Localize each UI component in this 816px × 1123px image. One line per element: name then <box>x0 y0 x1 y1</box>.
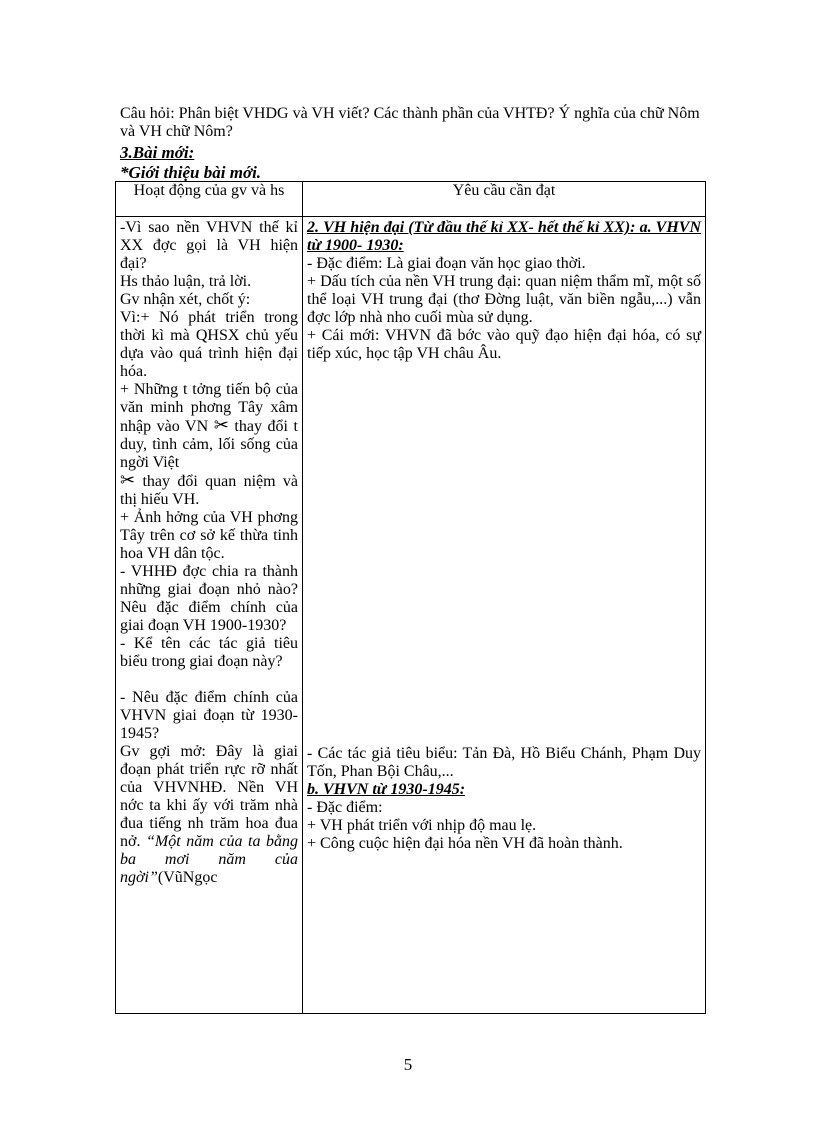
requirements-cell <box>303 217 706 1014</box>
section-b-block <box>307 745 701 853</box>
activities-cell <box>116 217 303 1014</box>
section-b-title: b. VHVN từ 1930-1945: <box>307 781 466 798</box>
requirement-line: - Đặc điểm: <box>307 799 383 816</box>
activity-line: Gv nhận xét, chốt ý: <box>120 291 251 308</box>
requirement-line: + Dấu tích của nền VH trung đại: quan niệm thẩm mĩ, một số thể loại VH trung đại (thơ Đờng luật, văn biền ngẫu,...) vẫn đợc lớp nhà nho cuối mùa sử dụng. <box>307 273 701 326</box>
activity-line: + Những t tởng tiến bộ của văn minh phơng Tây xâm nhập vào VN ✂ thay đổi t duy, tình cảm, lối sống của ngời Việt <box>120 381 299 471</box>
activity-line: - VHHĐ đợc chia ra thành những giai đoạn nhỏ nào? Nêu đặc điểm chính của giai đoạn VH 1900-1930? <box>120 563 298 634</box>
requirements-text <box>303 217 705 1011</box>
scissors-arrow-icon: ✂ <box>120 470 136 490</box>
intro-question: Câu hỏi: Phân biệt VHDG và VH viết? Các thành phần của VHTĐ? Ý nghĩa của chữ Nôm và VH chữ Nôm? <box>120 105 700 140</box>
activity-line: Hs thảo luận, trả lời. <box>120 273 252 290</box>
section-intro: *Giới thiệu bài mới. <box>120 163 262 182</box>
requirement-line: + Cái mới: VHVN đã bớc vào quỹ đạo hiện đại hóa, có sự tiếp xúc, học tập VH châu Âu. <box>307 327 701 362</box>
lesson-table <box>115 181 706 1014</box>
table-body-row <box>116 217 706 1014</box>
requirement-line: + Công cuộc hiện đại hóa nền VH đã hoàn thành. <box>307 835 623 852</box>
requirement-line: - Đặc điểm: Là giai đoạn văn học giao thời. <box>307 255 586 272</box>
activity-line: ✂ thay đổi quan niệm và thị hiếu VH. <box>120 470 298 508</box>
activity-line: Gv gợi mở: Đây là giai đoạn phát triển rực rỡ nhất của VHVNHĐ. Nền VH nớc ta khi ấy với trăm nhà đua tiếng nh trăm hoa đua nở. “Một năm của ta bằng ba mơi năm của ngời”(VũNgọc <box>120 743 299 886</box>
section-new-lesson: 3.Bài mới: <box>120 143 195 162</box>
table-header-row <box>116 182 706 217</box>
authors-line: - Các tác giả tiêu biểu: Tản Đà, Hồ Biểu Chánh, Phạm Duy Tốn, Phan Bội Châu,... <box>307 745 701 780</box>
header-requirements: Yêu cầu cần đạt <box>303 182 706 217</box>
activities-text <box>116 217 302 1011</box>
section-a-title: 2. VH hiện đại (Từ đầu thế kỉ XX- hết thế kỉ XX): a. VHVN từ 1900- 1930: <box>307 219 701 254</box>
activity-line: - Kể tên các tác giả tiêu biểu trong giai đoạn này? <box>120 635 298 670</box>
activity-line: Vì:+ Nó phát triển trong thời kì mà QHSX chủ yếu dựa vào quá trình hiện đại hóa. <box>120 309 298 380</box>
quote-text: “Một năm của ta bằng ba mơi năm của ngời” <box>120 833 299 886</box>
activity-line: -Vì sao nền VHVN thế kỉ XX đợc gọi là VH hiện đại? <box>120 219 298 272</box>
header-teacher-activities: Hoạt động của gv và hs <box>116 182 303 217</box>
activity-line: + Ảnh hởng của VH phơng Tây trên cơ sở kế thừa tinh hoa VH dân tộc. <box>120 509 298 562</box>
scissors-arrow-icon: ✂ <box>213 415 229 435</box>
activity-line: - Nêu đặc điểm chính của VHVN giai đoạn từ 1930-1945? <box>120 689 298 742</box>
page-number: 5 <box>403 1055 413 1074</box>
requirement-line: + VH phát triển với nhịp độ mau lẹ. <box>307 817 537 834</box>
